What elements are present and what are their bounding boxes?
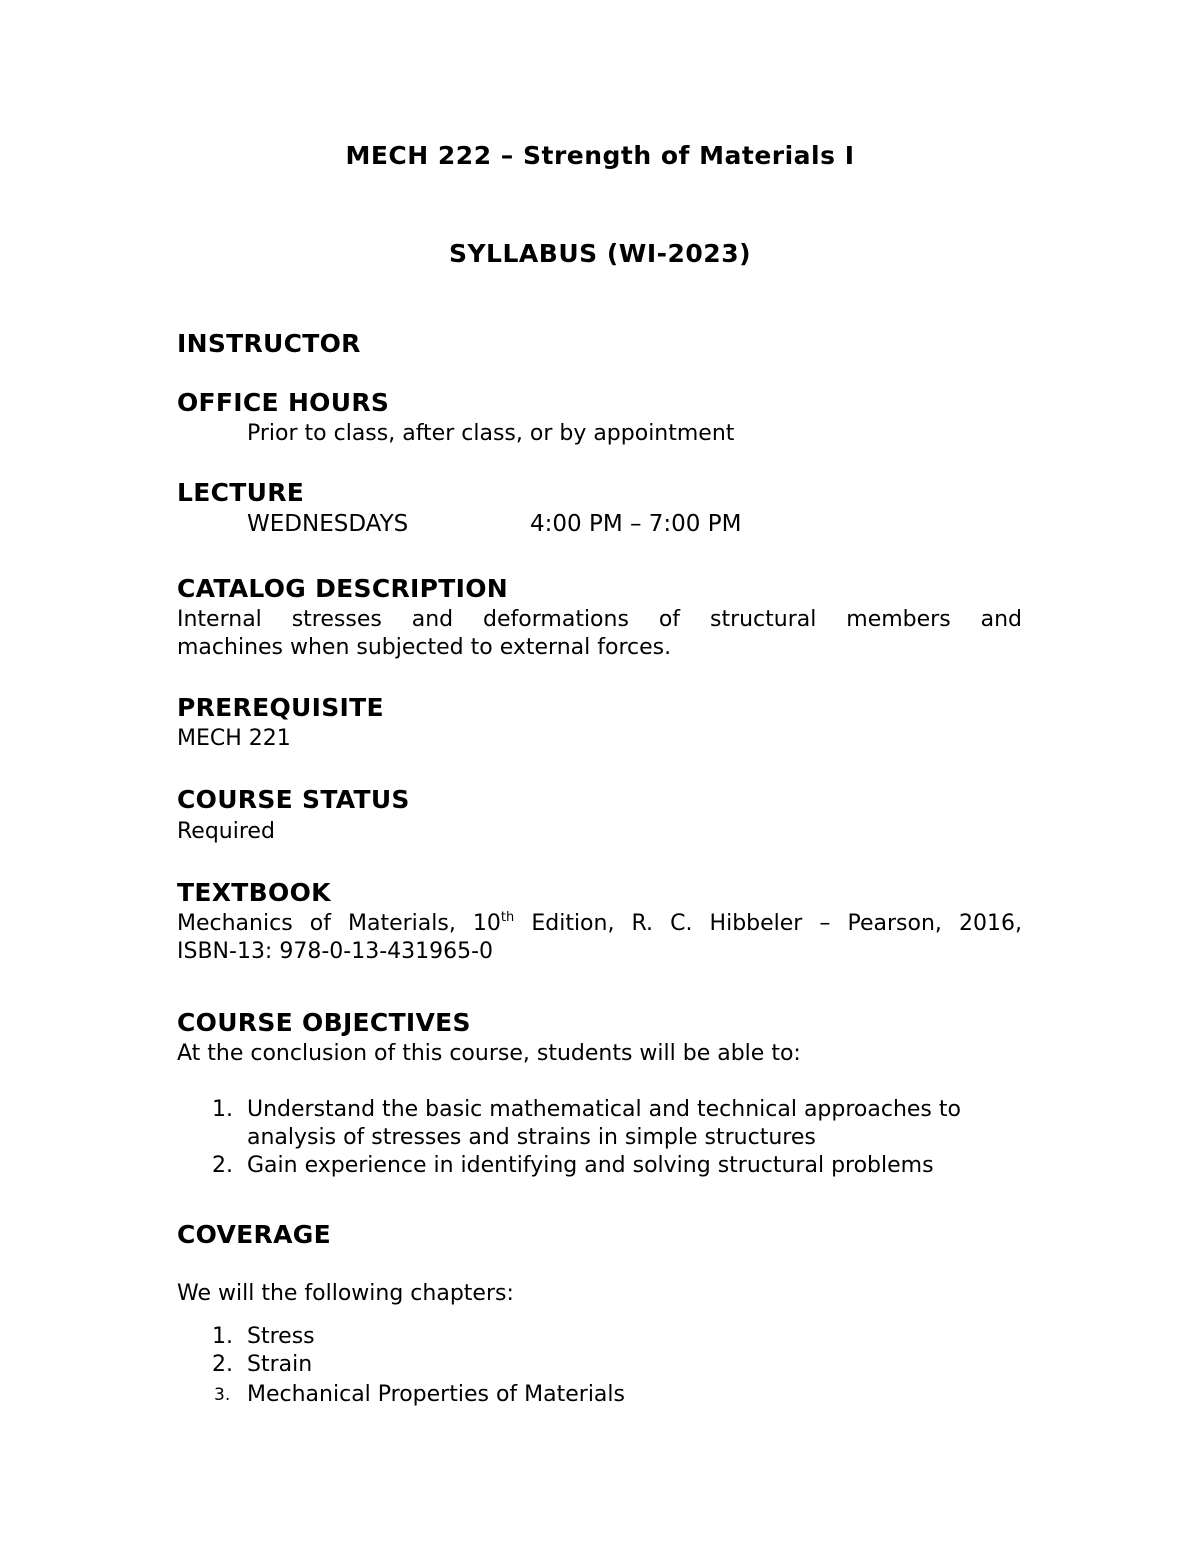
textbook-edition-author: Edition, R. C. Hibbeler – Pearson, 2016, — [514, 911, 1022, 936]
chapter-title: Stress — [247, 1324, 315, 1349]
objective-1-line-2: analysis of stresses and strains in simple structures — [247, 1125, 816, 1150]
list-item — [177, 1381, 625, 1409]
catalog-heading: CATALOG DESCRIPTION — [177, 574, 509, 603]
lecture-day: WEDNESDAYS — [247, 511, 409, 537]
syllabus-title: SYLLABUS (WI-2023) — [448, 239, 752, 268]
textbook-line-1 — [177, 910, 1022, 938]
list-number: 1. — [212, 1097, 233, 1122]
textbook-heading: TEXTBOOK — [177, 878, 331, 907]
course-title: MECH 222 – Strength of Materials I — [345, 141, 855, 170]
course-status-text: Required — [177, 819, 275, 844]
prerequisite-heading: PREREQUISITE — [177, 693, 384, 722]
objective-2-text: Gain experience in identifying and solving structural problems — [247, 1153, 934, 1178]
textbook-title: Mechanics of Materials, 10 — [177, 911, 501, 936]
objectives-intro: At the conclusion of this course, students will be able to: — [177, 1041, 801, 1066]
office-hours-heading: OFFICE HOURS — [177, 388, 390, 417]
list-number: 2. — [212, 1352, 233, 1377]
instructor-heading: INSTRUCTOR — [177, 329, 361, 358]
lecture-time: 4:00 PM – 7:00 PM — [530, 511, 742, 537]
coverage-heading: COVERAGE — [177, 1220, 331, 1249]
objective-1-line-1: Understand the basic mathematical and technical approaches to — [247, 1097, 961, 1122]
chapter-title: Mechanical Properties of Materials — [247, 1382, 625, 1407]
list-number: 2. — [212, 1153, 233, 1178]
catalog-line-2: machines when subjected to external forces. — [177, 635, 672, 660]
textbook-details — [177, 910, 1022, 966]
list-item — [177, 1096, 961, 1152]
course-status-heading: COURSE STATUS — [177, 785, 410, 814]
chapter-title: Strain — [247, 1352, 313, 1377]
catalog-line-1: Internal stresses and deformations of structural members and — [177, 607, 1022, 632]
objectives-heading: COURSE OBJECTIVES — [177, 1008, 471, 1037]
list-item — [177, 1351, 625, 1379]
list-number: 1. — [212, 1324, 233, 1349]
office-hours-text: Prior to class, after class, or by appointment — [247, 421, 735, 446]
textbook-isbn: ISBN-13: 978-0-13-431965-0 — [177, 939, 494, 964]
objectives-list — [177, 1096, 961, 1180]
list-item — [177, 1323, 625, 1351]
lecture-heading: LECTURE — [177, 478, 305, 507]
coverage-intro: We will the following chapters: — [177, 1281, 514, 1306]
catalog-description — [177, 606, 1022, 662]
list-item — [177, 1152, 961, 1180]
prerequisite-text: MECH 221 — [177, 726, 291, 751]
edition-superscript: th — [500, 910, 515, 925]
list-number: 3. — [214, 1385, 231, 1405]
coverage-list — [177, 1323, 625, 1409]
